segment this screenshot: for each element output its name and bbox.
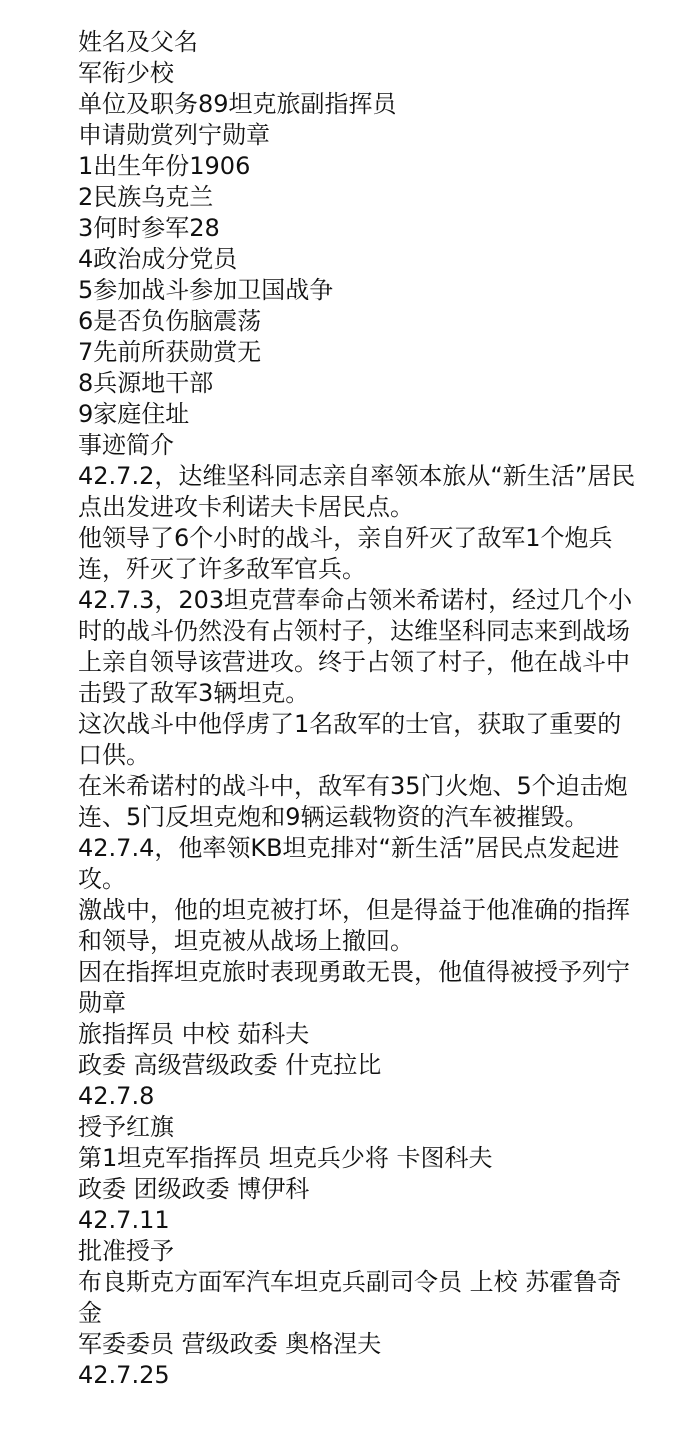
line-name-patronymic: 姓名及父名 <box>78 28 198 56</box>
paragraph-0702: 42.7.2，达维坚科同志亲自率领本旅从“新生活”居民点出发进攻卡利诺夫卡居民点。 <box>78 462 636 521</box>
paragraph-prisoner: 这次战斗中他俘虏了1名敌军的士官，获取了重要的口供。 <box>78 710 622 769</box>
line-nationality: 2民族乌克兰 <box>78 183 214 211</box>
line-wounds: 6是否负伤脑震荡 <box>78 307 262 335</box>
line-party: 4政治成分党员 <box>78 245 238 273</box>
decision-approved: 批准授予 <box>78 1237 174 1265</box>
line-birth-year: 1出生年份1906 <box>78 152 251 180</box>
line-unit-position: 单位及职务89坦克旅副指挥员 <box>78 90 397 118</box>
line-combat: 5参加战斗参加卫国战争 <box>78 276 334 304</box>
signature-brigade-commander: 旅指挥员 中校 茹科夫 <box>78 1020 310 1048</box>
date-0708: 42.7.8 <box>78 1082 155 1110</box>
paragraph-battle-led: 他领导了6个小时的战斗，亲自歼灭了敌军1个炮兵连，歼灭了许多敌军官兵。 <box>78 524 613 583</box>
document-body <box>78 27 638 1391</box>
line-home-address: 9家庭住址 <box>78 400 190 428</box>
signature-front-deputy-commander: 布良斯克方面军汽车坦克兵副司令员 上校 苏霍鲁奇金 <box>78 1268 622 1327</box>
line-recruitment: 8兵源地干部 <box>78 369 214 397</box>
decision-red-banner: 授予红旗 <box>78 1113 174 1141</box>
section-heading-summary: 事迹简介 <box>78 431 174 459</box>
paragraph-tank-damaged: 激战中，他的坦克被打坏，但是得益于他准确的指挥和领导，坦克被从战场上撤回。 <box>78 896 630 955</box>
date-0725: 42.7.25 <box>78 1361 170 1389</box>
line-enlistment: 3何时参军28 <box>78 214 220 242</box>
signature-brigade-commissar: 政委 高级营级政委 什克拉比 <box>78 1051 382 1079</box>
line-rank: 军衔少校 <box>78 59 174 87</box>
paragraph-0704: 42.7.4，他率领KB坦克排对“新生活”居民点发起进攻。 <box>78 834 620 893</box>
date-0711: 42.7.11 <box>78 1206 170 1234</box>
paragraph-0703: 42.7.3，203坦克营奉命占领米希诺村，经过几个小时的战斗仍然没有占领村子，达维坚科同志来到战场上亲自领导该营进攻。终于占领了村子，他在战斗中击毁了敌军3辆坦克。 <box>78 586 633 707</box>
line-award-requested: 申请勋赏列宁勋章 <box>78 121 270 149</box>
signature-military-council-member: 军委委员 营级政委 奥格涅夫 <box>78 1330 382 1358</box>
paragraph-recommendation: 因在指挥坦克旅时表现勇敢无畏，他值得被授予列宁勋章 <box>78 958 630 1017</box>
signature-corps-commissar: 政委 团级政委 博伊科 <box>78 1175 310 1203</box>
signature-corps-commander: 第1坦克军指挥员 坦克兵少将 卡图科夫 <box>78 1144 493 1172</box>
paragraph-destroyed: 在米希诺村的战斗中，敌军有35门火炮、5个迫击炮连、5门反坦克炮和9辆运载物资的汽车被摧毁。 <box>78 772 628 831</box>
line-prior-awards: 7先前所获勋赏无 <box>78 338 262 366</box>
